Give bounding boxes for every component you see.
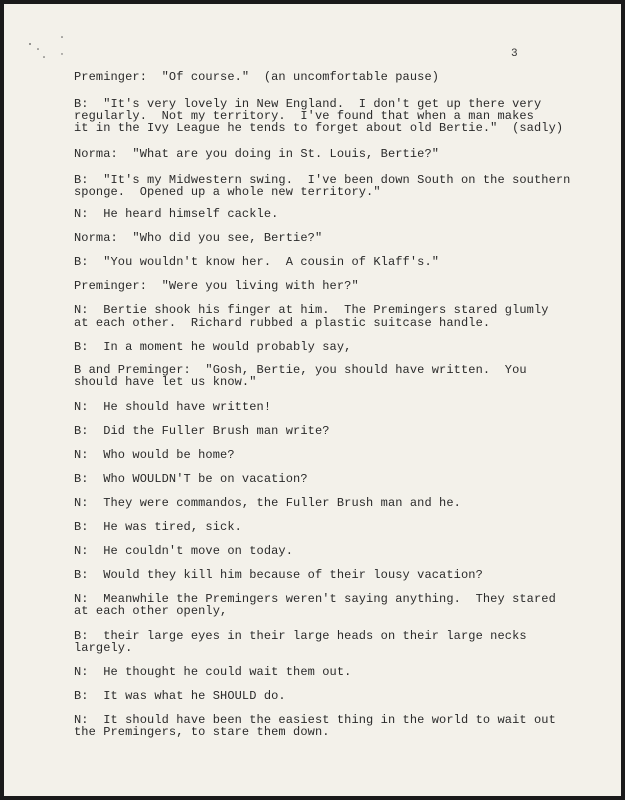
text-line: B: "It's very lovely in New England. I don't get up there very [74, 97, 542, 111]
text-line: N: Who would be home? [74, 448, 235, 462]
text-line: N: He couldn't move on today. [74, 544, 294, 558]
text-line: the Premingers, to stare them down. [74, 725, 330, 739]
text-line: B: "You wouldn't know her. A cousin of Klaff's." [74, 255, 440, 269]
text-line: largely. [74, 641, 133, 655]
text-line: Preminger: "Of course." (an uncomfortable pause) [74, 70, 440, 84]
text-line: B and Preminger: "Gosh, Bertie, you should have written. You [74, 363, 527, 377]
document-page [4, 4, 621, 796]
text-line: Norma: "Who did you see, Bertie?" [74, 231, 323, 245]
text-line: B: He was tired, sick. [74, 520, 242, 534]
text-line: B: "It's my Midwestern swing. I've been down South on the southern [74, 173, 571, 187]
text-line: Preminger: "Were you living with her?" [74, 279, 359, 293]
text-line: N: Bertie shook his finger at him. The Premingers stared glumly [74, 303, 549, 317]
text-line: N: He thought he could wait them out. [74, 665, 352, 679]
text-line: N: Meanwhile the Premingers weren't saying anything. They stared [74, 592, 556, 606]
text-line: B: Who WOULDN'T be on vacation? [74, 472, 308, 486]
text-line: should have let us know." [74, 375, 257, 389]
page-number: 3 [511, 48, 518, 60]
text-line: N: It should have been the easiest thing in the world to wait out [74, 713, 556, 727]
text-line: Norma: "What are you doing in St. Louis, Bertie?" [74, 147, 440, 161]
text-line: N: He should have written! [74, 400, 272, 414]
text-line: regularly. Not my territory. I've found that when a man makes [74, 109, 534, 123]
text-line: N: They were commandos, the Fuller Brush man and he. [74, 496, 461, 510]
text-line: N: He heard himself cackle. [74, 207, 279, 221]
text-line: B: their large eyes in their large heads on their large necks [74, 629, 527, 643]
text-line: at each other openly, [74, 604, 228, 618]
paper-specks [26, 34, 66, 64]
text-line: B: In a moment he would probably say, [74, 340, 352, 354]
text-line: at each other. Richard rubbed a plastic suitcase handle. [74, 316, 491, 330]
text-line: B: Would they kill him because of their lousy vacation? [74, 568, 483, 582]
text-line: it in the Ivy League he tends to forget about old Bertie." (sadly) [74, 121, 564, 135]
text-line: B: It was what he SHOULD do. [74, 689, 286, 703]
text-line: sponge. Opened up a whole new territory." [74, 185, 381, 199]
text-line: B: Did the Fuller Brush man write? [74, 424, 330, 438]
